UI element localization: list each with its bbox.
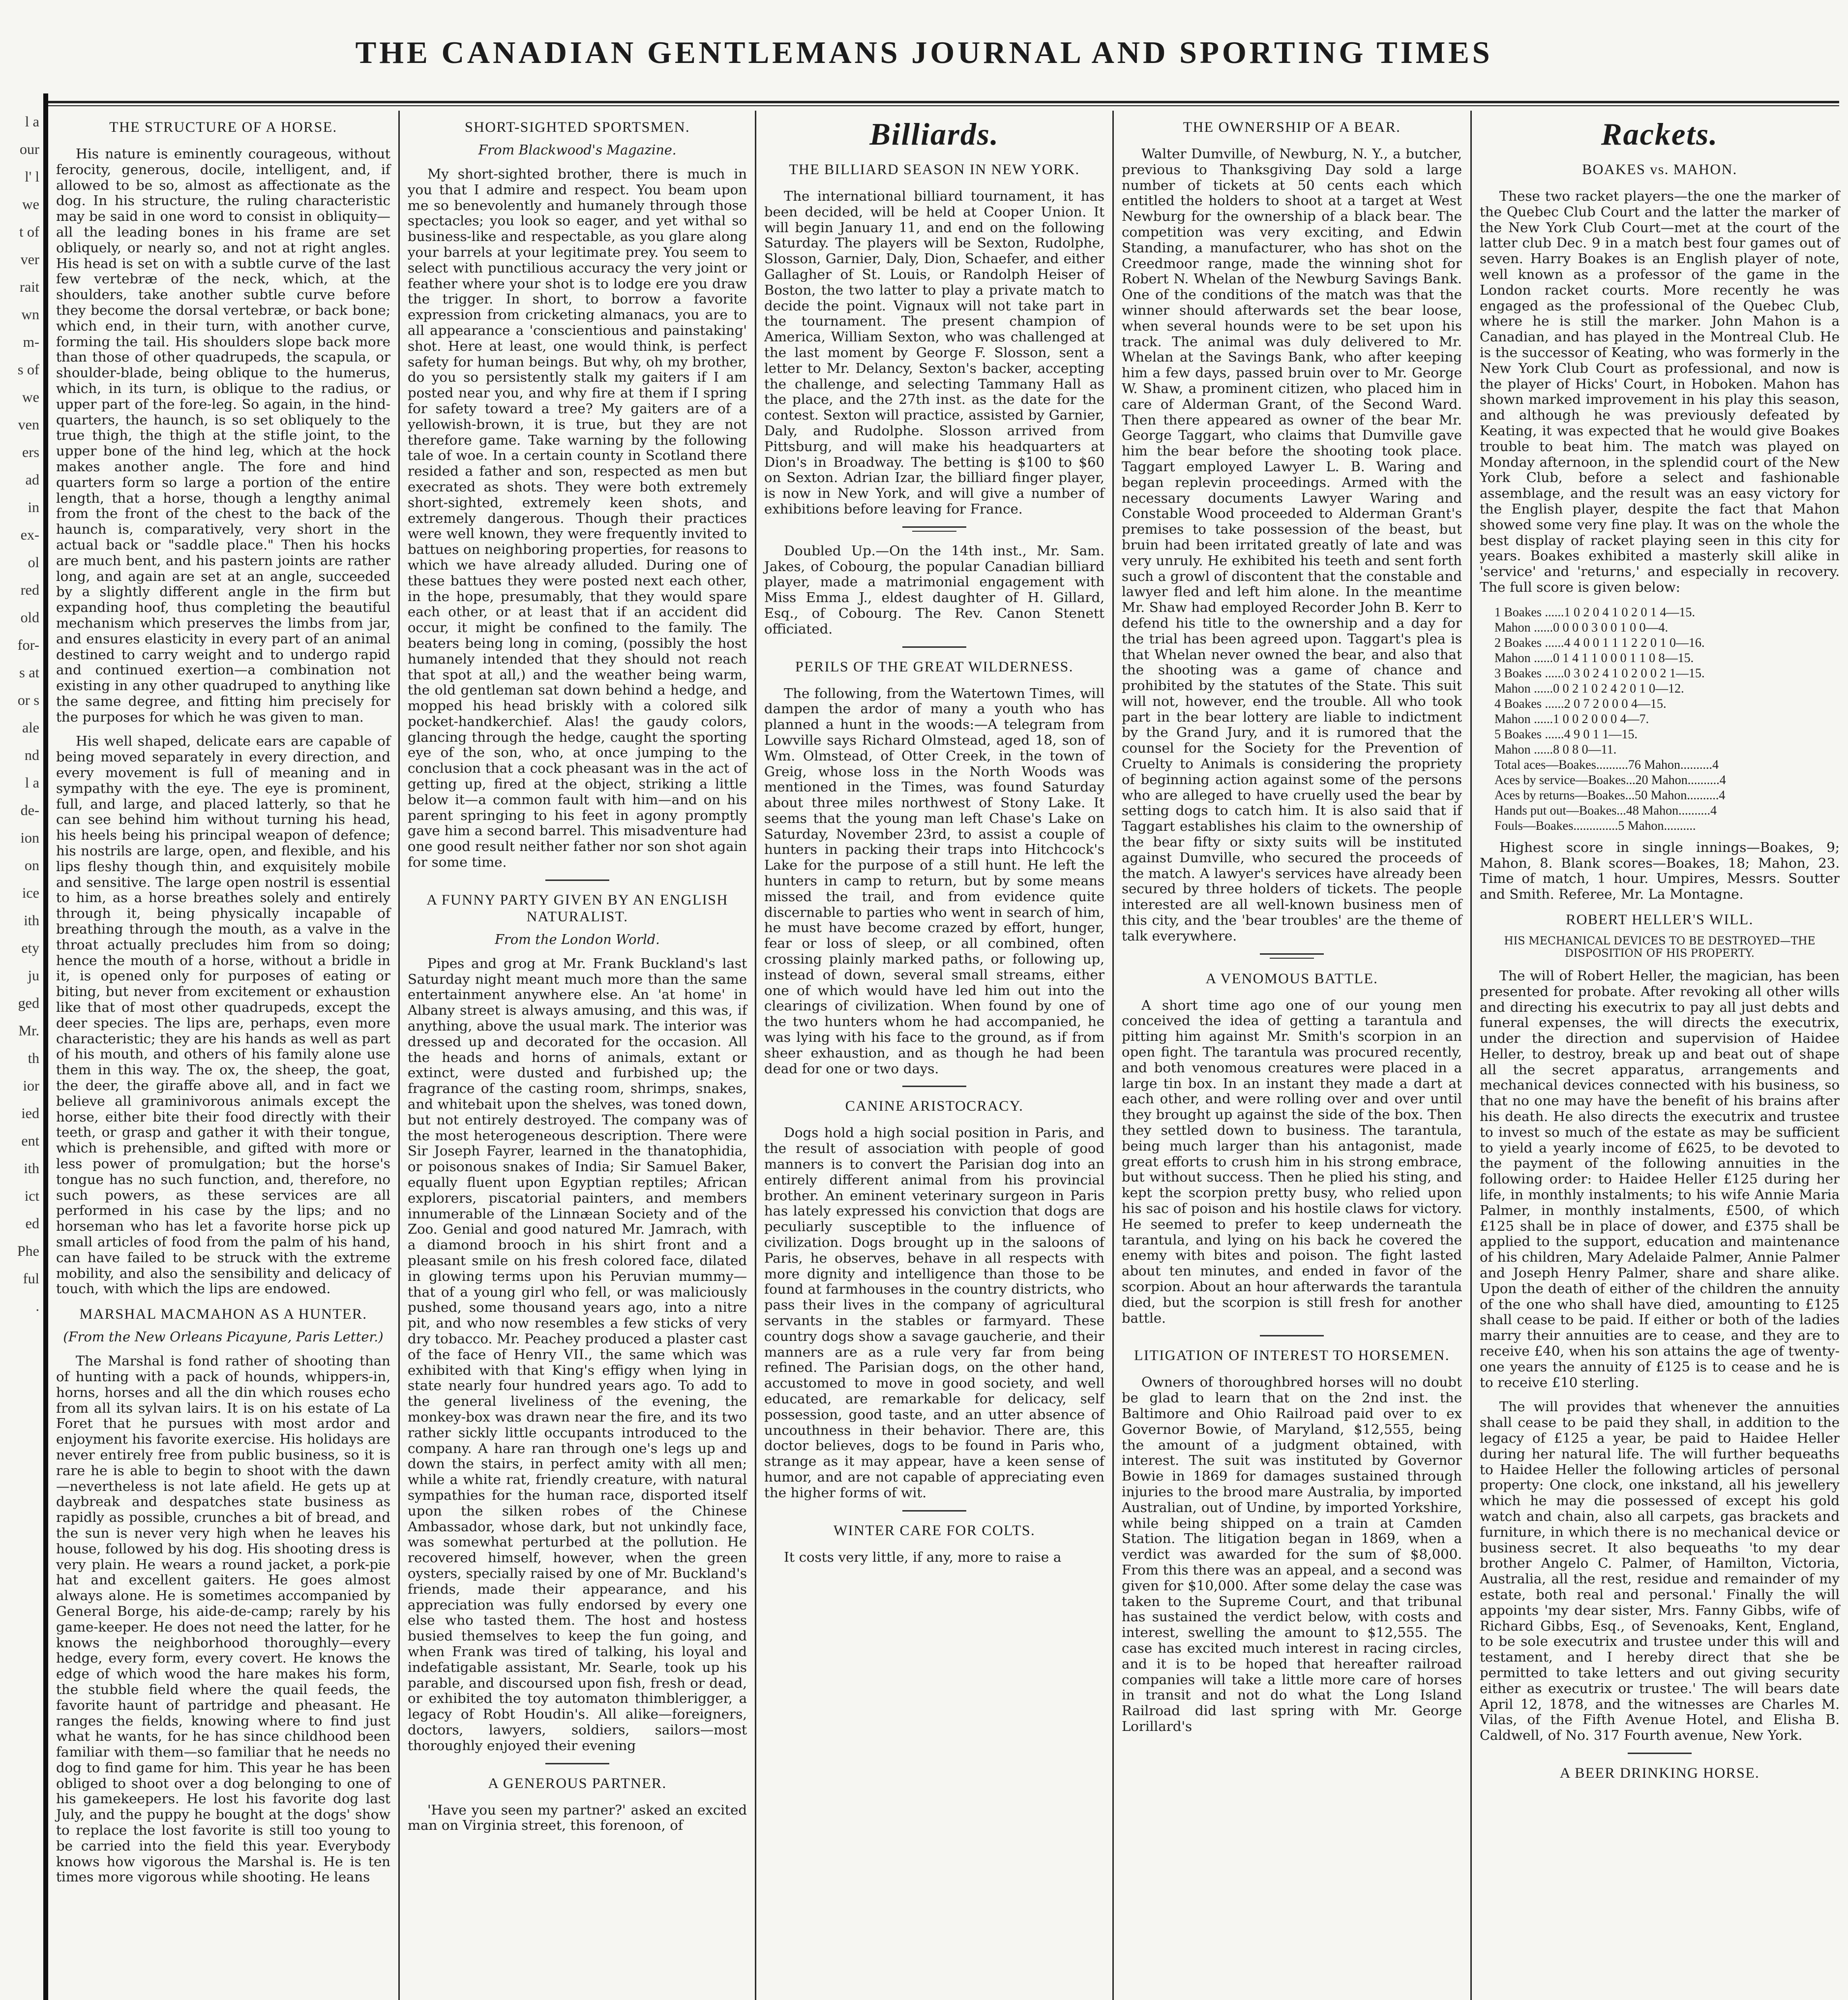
article-headline: WINTER CARE FOR COLTS. — [833, 1522, 1036, 1539]
article-headline: A FUNNY PARTY GIVEN BY AN ENGLISH NATURALIST. — [426, 891, 728, 925]
score-row: 2 Boakes ......4 4 0 0 1 1 1 2 2 0 1 0—16. — [1494, 635, 1705, 650]
margin-fragment: l a — [25, 114, 39, 130]
margin-fragment: ol — [28, 554, 39, 571]
margin-fragment: ict — [25, 1188, 39, 1204]
margin-fragment: t of — [19, 224, 39, 240]
margin-fragment: Phe — [17, 1243, 39, 1259]
score-row: Mahon ......0 1 4 1 1 0 0 0 1 1 0 8—15. — [1494, 650, 1694, 665]
article-headline: BOAKES vs. MAHON. — [1582, 161, 1737, 178]
margin-fragment: we — [22, 389, 39, 405]
column-4 — [1115, 113, 1469, 2000]
binding-edge — [43, 93, 48, 2000]
section-title: Billiards. — [869, 117, 999, 152]
article-headline: THE OWNERSHIP OF A BEAR. — [1183, 119, 1401, 135]
margin-fragment: ful — [23, 1271, 39, 1287]
margin-fragment: ale — [22, 720, 39, 736]
article-divider — [902, 1086, 966, 1087]
article-paragraph: Pipes and grog at Mr. Frank Buckland's last Saturday night meant much more than the same entertainment anywhere else. An 'at home' in Albany street is always amusing, and this was, if anything, above the usual mark. The interior was dressed up and decorated for the occasion. All the heads and horns of animals, extant or extinct, were dusted and furbished up; the fragrance of the casting room, shrimps, snakes, and whitebait upon the shelves, was toned down, but not entirely destroyed. The company was of the most heterogeneous description. There were Sir Joseph Fayrer, learned in the thanatophidia, or poisonous snakes of India; Sir Samuel Baker, equally fluent upon Egyptian reptiles; African explorers, piscatorial painters, and members innumerable of the Linnæan Society and of the Zoo. Genial and good natured Mr. Jamrach, with a diamond brooch in his shirt front and a pleasant smile on his fresh colored face, dilated in glowing terms upon his Peruvian mummy—that of a young girl who fell, or was maliciously pushed, some thousand years ago, into a nitre pit, and who now resembles a few sticks of very dry tobacco. Mr. Peachey produced a plaster cast of the face of Henry VII., the same which was exhibited with that King's effigy when lying in state nearly four hundred years ago. To add to the general liveliness of the evening, the monkey-box was drawn near the fire, and its two rather sickly little occupants introduced to the company. A hare ran through one's legs up and down the stairs, in perfect amity with all men; while a white rat, friendly creature, with natural sympathies for the human race, disported itself upon the silken robes of the Chinese Ambassador, whose dark, but not unkindly face, was somewhat perturbed at the pollution. He recovered himself, however, when the green oysters, specially raised by one of Mr. Buckland's friends, made their appearance, and his appreciation was fully endorsed by every one else who tasted them. The host and hostess busied themselves to keep the fun going, and when Frank was tired of talking, his loyal and indefatigable assistant, Mr. Searle, took up his parable, and discoursed upon fish, fresh or dead, or exhibited the toy automaton thimblerigger, a legacy of Robt Houdin's. All alike—foreigners, doctors, lawyers, soldiers, sailors—most thoroughly enjoyed their evening — [408, 955, 747, 1754]
score-row: Aces by service—Boakes...20 Mahon..........4 — [1494, 772, 1726, 787]
score-row: Hands put out—Boakes...48 Mahon..........4 — [1494, 803, 1717, 818]
margin-fragment: ith — [24, 1160, 39, 1177]
article-divider — [1270, 958, 1314, 959]
margin-fragment: ged — [18, 995, 39, 1011]
margin-fragment: ex- — [20, 527, 39, 543]
article-headline: CANINE ARISTOCRACY. — [845, 1098, 1024, 1115]
article-paragraph: These two racket players—the one the marker of the Quebec Club Court and the latter the marker of the New York Club Court—met at the court of the latter club Dec. 9 in a match best four games out of seven. Harry Boakes is an English player of note, well known as a professor of the game in the London racket courts. More recently he was engaged as the professional of the Quebec Club, where he is still the marker. John Mahon is a Canadian, and has played in the Montreal Club. He is the successor of Keating, who was formerly in the New York Club Court as professional, and now is the player of Hicks' Court, in Hoboken. Mahon has shown marked improvement in his play this season, and although he was previously defeated by Keating, it was expected that he would give Boakes trouble to beat him. The match was played on Monday afternoon, in the splendid court of the New York Club, before a select and fashionable assemblage, and the result was an easy victory for the English player, despite the fact that Mahon showed some very fine play. It was on the whole the best display of racket playing seen in this city for years. Boakes exhibited a masterly skill alike in 'service' and 'returns,' and especially in recovery. The full score is given below: — [1480, 188, 1840, 595]
margin-fragment: in — [28, 499, 39, 515]
score-row: Mahon ......1 0 0 2 0 0 0 4—7. — [1494, 711, 1649, 726]
masthead-rule — [47, 101, 1839, 103]
article-paragraph: His well shaped, delicate ears are capable of being moved separately in every direction, and every movement is full of meaning and in sympathy with the eye. The eye is prominent, full, and large, and placed latterly, so that he can see behind him without turning his head, his heels being his principal weapon of defence; his nostrils are large, open, and flexible, and his lips fleshy though thin, and exquisitely mobile and sensitive. The large open nostril is essential to him, as a horse breathes solely and entirely through it, being physically incapable of breathing through the mouth, as a valve in the throat actually precludes him from so doing; hence the mouth of a horse, without a bridle in it, is opened only for purposes of eating or biting, but never from excitement or exhaustion like that of most other quadrupeds, except the deer species. The lips are, perhaps, even more characteristic; they are his hands as well as part of his mouth, and others of his family alone use them in this way. The ox, the sheep, the goat, the deer, the giraffe above all, and in fact we believe all graminivorous animals except the horse, either bite their food directly with their teeth, or grasp and gather it with their tongue, which is prehensible, and gifted with more or less power of promulgation; but the horse's tongue has no such function, and, therefore, no such powers, as these services are all performed in his case by the lips; and no horseman who has let a favorite horse pick up small articles of food from the palm of his hand, can have failed to be struck with the extreme mobility, and also the sensibility and delicacy of touch, with which the lips are endowed. — [56, 733, 390, 1297]
article-headline: A BEER DRINKING HORSE. — [1559, 1764, 1760, 1781]
margin-fragment: red — [20, 582, 39, 598]
article-paragraph: The will provides that whenever the annuities shall cease to be paid they shall, in addition to the legacy of £125 a year, be paid to Haidee Heller during her natural life. The will further bequeaths to Haidee Heller the following articles of personal property: One clock, one inkstand, all his jewellery which he may die possessed of except his gold watch and chain, also all carpets, gas brackets and furniture, in which there is no mechanical device or business secret. It also bequeaths 'to my dear brother Angelo C. Palmer, of Hamilton, Victoria, Australia, all the rest, residue and remainder of my estate, both real and personal.' Finally the will appoints 'my dear sister, Mrs. Fanny Gibbs, wife of Richard Gibbs, Esq., of Sevenoaks, Kent, England, to be sole executrix and trustee under this will and testament, and I hereby direct that she be permitted to take letters and out giving security either as executrix or trustee.' The will bears date April 12, 1878, and the witnesses are Charles M. Vilas, of the Fifth Avenue Hotel, and Elisha B. Caldwell, of No. 317 Fourth avenue, New York. — [1480, 1399, 1840, 1744]
article-source: From the London World. — [495, 932, 660, 947]
article-headline: LITIGATION OF INTEREST TO HORSEMEN. — [1134, 1347, 1450, 1364]
article-paragraph: The following, from the Watertown Times, will dampen the ardor of many a youth who has planned a hunt in the woods:—A telegram from Lowville says Richard Olmstead, aged 18, son of Wm. Olmstead, of Otter Creek, in the town of Greig, whose loss in the North Woods was mentioned in the Times, was found Saturday about three miles northwest of Stony Lake. It seems that the young man left Chase's Lake on Saturday, November 23rd, to assist a couple of hunters in packing their traps into Hitchcock's Lake for the purpose of a still hunt. He left the hunters in camp to return, but by some means missed the trail, and from evidence quite discernable to parties who went in search of him, he must have become crazed by effort, hunger, fear or loss of sleep, or all combined, often crossing plainly marked paths, or following up, instead of down, several small streams, either one of which would have led him out into the clearings of civilization. When found by one of the two hunters whom he had accompanied, he was lying with his face to the ground, as if from sheer exhaustion, and as though he had been dead for one or two days. — [764, 685, 1104, 1077]
margin-fragment: ju — [28, 968, 39, 984]
margin-fragment: ver — [20, 251, 39, 268]
masthead: THE CANADIAN GENTLEMANS JOURNAL AND SPORTING TIMES — [355, 35, 1493, 70]
column-separator — [1112, 111, 1114, 2000]
margin-fragment: s at — [19, 665, 39, 681]
margin-fragment: ice — [22, 885, 39, 901]
left-margin-fragments — [0, 108, 39, 1320]
margin-fragment: th — [28, 1050, 39, 1066]
margin-fragment: ied — [21, 1105, 39, 1121]
column-1 — [49, 113, 397, 2000]
margin-fragment: on — [25, 857, 39, 874]
score-row: 5 Boakes ......4 9 0 1 1—15. — [1494, 727, 1638, 741]
article-divider — [1628, 1753, 1692, 1754]
article-paragraph: Doubled Up.—On the 14th inst., Mr. Sam. Jakes, of Cobourg, the popular Canadian billiard player, made a matrimonial engagement with Miss Emma J., eldest daughter of H. Gillard, Esq., of Cobourg. The Rev. Canon Stenett officiated. — [764, 543, 1104, 637]
margin-fragment: ent — [21, 1133, 39, 1149]
article-headline: THE BILLIARD SEASON IN NEW YORK. — [789, 161, 1080, 178]
margin-fragment: old — [20, 609, 39, 626]
score-row: Fouls—Boakes..............5 Mahon.......... — [1494, 818, 1696, 833]
margin-fragment: ers — [22, 444, 39, 460]
article-divider — [902, 646, 966, 648]
article-paragraph: A short time ago one of our young men conceived the idea of getting a tarantula and pitting him against Mr. Smith's scorpion in an open fight. The tarantula was procured recently, and both venomous creatures were placed in a large tin box. In an instant they made a dart at each other, and were rolling over and over until they brought up against the side of the box. Then they settled down to business. The tarantula, being much larger than his antagonist, made great efforts to crush him in his strong embrace, but without success. Then he plied his sting, and kept the scorpion pretty busy, who relied upon his sac of poison and his hostile claws for victory. He seemed to prefer to keep underneath the tarantula, and lying on his back he covered the enemy with bites and poison. The fight lasted about ten minutes, and ended in favor of the scorpion. About an hour afterwards the tarantula died, but the scorpion is still fresh for another battle. — [1122, 997, 1462, 1326]
margin-fragment: m- — [23, 334, 39, 350]
column-5 — [1473, 113, 1847, 2000]
margin-fragment: our — [20, 141, 39, 157]
article-headline: THE STRUCTURE OF A HORSE. — [109, 119, 337, 135]
margin-fragment: ion — [20, 830, 39, 846]
score-row: Mahon ......0 0 2 1 0 2 4 2 0 1 0—12. — [1494, 681, 1684, 696]
article-paragraph: It costs very little, if any, more to raise a — [784, 1549, 1062, 1565]
score-row: 3 Boakes ......0 3 0 2 4 1 0 2 0 0 2 1—15. — [1494, 666, 1705, 680]
score-row: Total aces—Boakes..........76 Mahon..........4 — [1494, 757, 1719, 772]
column-separator — [1470, 111, 1472, 2000]
margin-fragment: we — [22, 196, 39, 212]
article-headline: ROBERT HELLER'S WILL. — [1566, 911, 1754, 928]
margin-fragment: ed — [25, 1215, 39, 1232]
article-divider — [902, 1510, 966, 1512]
article-paragraph: 'Have you seen my partner?' asked an excited man on Virginia street, this forenoon, of — [408, 1802, 747, 1834]
score-row: 1 Boakes ......1 0 2 0 4 1 0 2 0 1 4—15. — [1494, 605, 1696, 619]
article-headline: MARSHAL MACMAHON AS A HUNTER. — [79, 1306, 367, 1323]
article-divider — [545, 879, 609, 881]
score-row: Aces by returns—Boakes...50 Mahon..........4 — [1494, 788, 1726, 802]
article-paragraph: The Marshal is fond rather of shooting than of hunting with a pack of hounds, whippers-in, horns, horses and all the din which rouses echo from all its sylvan lairs. It is on his estate of La Foret that he pursues with most ardor and enjoyment his favorite exercise. His holidays are never entirely free from public business, so it is rare he is able to begin to shoot with the dawn—nevertheless is not late afield. He gets up at daybreak and despatches state business as rapidly as possible, crunches a bit of bread, and the sun is never very high when he leaves his house, followed by his dog. His shooting dress is very plain. He wears a round jacket, a pork-pie hat and excellent gaiters. He goes almost always alone. He is sometimes accompanied by General Borge, his aide-de-camp; rarely by his game-keeper. He does not need the latter, for he knows the neighborhood thoroughly—every hedge, every form, every covert. He knows the edge of which wood the hare makes his form, the stubble field where the quail feeds, the favorite haunt of partridge and pheasant. He ranges the fields, knowing where to find just what he wants, for he has since childhood been familiar with them—so familiar that he needs no dog to find game for him. This year he has been obliged to shoot over a dog belonging to one of his gamekeepers. He lost his favorite dog last July, and the puppy he bought at the dogs' show to replace the lost favorite is still too young to be carried into the field this year. Everybody knows how vigorous the Marshal is. He is ten times more vigorous while shooting. He leans — [56, 1353, 390, 1885]
score-row: 4 Boakes ......2 0 7 2 0 0 0 4—15. — [1494, 696, 1667, 711]
margin-fragment: s of — [17, 362, 39, 378]
margin-fragment: ety — [21, 940, 39, 956]
article-paragraph: The will of Robert Heller, the magician, has been presented for probate. After revoking all other wills and directing his executrix to pay all just debts and funeral expenses, the will directs the executrix, under the direction and supervision of Haidee Heller, to destroy, break up and beat out of shape all the secret apparatus, arrangements and mechanical devices connected with his business, so that no one may have the benefit of his brains after his death. He also directs the executrix and trustee to invest so much of the estate as may be sufficient to yield a yearly income of £625, to be devoted to the payment of the following annuities in the following order: to Haidee Heller £125 during her life, in monthly instalments; to his wife Annie Maria Palmer, in monthly instalments, £500, of which £125 shall be in place of dower, and £375 shall be applied to the support, education and maintenance of his children, Mary Adelaide Palmer, Annie Palmer and Joseph Henry Palmer, share and share alike. Upon the death of either of the children the annuity of the one who shall have died, amounting to £125 shall cease to be paid. If either or both of the ladies marry their annuities are to cease, and they are to receive £40, when his son attains the age of twenty-one years the annuity of £125 is to cease and he is to receive £10 sterling. — [1480, 968, 1840, 1391]
article-divider — [912, 531, 956, 532]
article-subheadline: HIS MECHANICAL DEVICES TO BE DESTROYED—THE DISPOSITION OF HIS PROPERTY. — [1504, 935, 1816, 960]
article-source: (From the New Orleans Picayune, Paris Letter.) — [63, 1330, 384, 1345]
margin-fragment: ad — [25, 472, 39, 488]
article-headline: A VENOMOUS BATTLE. — [1205, 970, 1378, 987]
article-headline: A GENEROUS PARTNER. — [488, 1775, 667, 1791]
margin-fragment: for- — [17, 637, 39, 653]
article-headline: SHORT-SIGHTED SPORTSMEN. — [464, 119, 690, 135]
score-table — [1494, 605, 1840, 833]
article-paragraph: Dogs hold a high social position in Paris, and the result of association with people of good manners is to convert the Parisian dog into an entirely different animal from his provincial brother. An eminent veterinary surgeon in Paris has lately expressed his conviction that dogs are peculiarly susceptible to the influence of civilization. Dogs brought up in the saloons of Paris, he observes, behave in all respects with more dignity and intelligence than those to be found at farmhouses in the country districts, who pass their lives in the company of agricultural servants in the stables or farmyard. These country dogs show a savage gaucherie, and their manners are as a rule very far from being refined. The Parisian dogs, on the other hand, accustomed to move in good society, and well educated, are remarkable for delicacy, self possession, good taste, and an utter absence of uncouthness in their behavior. There are, this doctor believes, dogs to be found in Paris who, strange as it may appear, have a keen sense of humor, and are not capable of appreciating even the higher forms of wit. — [764, 1125, 1104, 1501]
article-paragraph: His nature is eminently courageous, without ferocity, generous, docile, intelligent, and, if allowed to be so, almost as affectionate as the dog. In his structure, the ruling characteristic may be said in one word to consist in obliquity—all the leading bones in his frame are set obliquely, or nearly so, and not at right angles. His head is set on with a subtle curve of the last few vertebræ of the neck, which, at the shoulders, take another subtle curve before they become the dorsal vertebræ, or back bone; which end, in their turn, with another curve, forming the tail. His shoulders slope back more than those of other quadrupeds, the scapula, or shoulder-blade, being oblique to the humerus, which, in its turn, is oblique to the radius, or upper part of the fore-leg. So again, in the hind-quarters, the haunch, is so set obliquely to the true thigh, the thigh at the stifle joint, to the upper bone of the hind leg, which at the hock makes another angle. The fore and hind quarters form so large a portion of the entire length, that a horse, though a lengthy animal from the front of the chest to the back of the haunch is, comparatively, very short in the actual back or "saddle place." Then his hocks are much bent, and his pastern joints are rather long, and again are set at an angle, succeeded by a slightly different angle in the firm but expanding hoof, thus completing the beautiful mechanism which preserves the limbs from jar, and ensures elasticity in every part of an animal destined to carry weight and to undergo rapid and continued exertion—a combination not existing in any other quadruped to anything like the same degree, and fitting him precisely for the purposes for which he was given to man. — [56, 146, 390, 725]
column-2 — [401, 113, 754, 2000]
margin-fragment: . — [35, 1298, 39, 1314]
margin-fragment: l a — [25, 775, 39, 791]
score-row: Mahon ......8 0 8 0—11. — [1494, 742, 1617, 757]
article-divider — [545, 1763, 609, 1764]
article-source: From Blackwood's Magazine. — [478, 143, 677, 158]
margin-fragment: l' l — [25, 169, 39, 185]
article-divider — [1260, 1335, 1324, 1336]
margin-fragment: ior — [23, 1078, 39, 1094]
margin-fragment: de- — [20, 802, 39, 818]
section-title: Rackets. — [1601, 117, 1719, 152]
article-paragraph: My short-sighted brother, there is much in you that I admire and respect. You beam upon me so benevolently and humanely through those spectacles; you look so eager, and yet withal so business-like and respectable, as you glare along your barrels at your legitimate prey. You seem to select with punctilious accuracy the very joint or feather where your shot is to lodge ere you draw the trigger. In short, to borrow a favorite expression from cricketing almanacs, you are to all appearance a 'conscientious and painstaking' shot. Here at least, one would think, is perfect safety for human beings. But why, oh my brother, do you so persistently stalk my gaiters if I am posted near you, and why fire at them if I spring for safety toward a tree? My gaiters are of a yellowish-brown, it is true, but they are not therefore game. Take warning by the following tale of woe. In a certain county in Scotland there resided a father and son, respected as men but execrated as shots. They were both extremely short-sighted, extremely keen shots, and extremely dangerous. Though their practices were well known, they were frequently invited to battues on neighboring properties, for reasons to which we have already alluded. During one of these battues they were posted next each other, in the hope, presumably, that they would spare each other, or at least that if an accident did occur, it might be confined to the family. The beaters being long in coming, (possibly the host humanely intended that they should not reach that spot at all,) and the weather being warm, the old gentleman sat down behind a hedge, and mopped his head briskly with a colored silk pocket-handkerchief. Alas! the gaudy colors, glancing through the hedge, caught the sporting eye of the son, who, at once jumping to the conclusion that a cock pheasant was in the act of getting up, fired at the object, striking a little below it—a common fault with him—and on his parent springing to his feet in agony promptly gave him a second barrel. This misadventure had one good result neither father nor son shot again for some time. — [408, 166, 747, 871]
article-divider — [902, 526, 966, 528]
margin-fragment: ven — [18, 417, 39, 433]
margin-fragment: or s — [17, 692, 39, 708]
margin-fragment: wn — [21, 306, 39, 323]
column-separator — [755, 111, 756, 2000]
article-headline: PERILS OF THE GREAT WILDERNESS. — [795, 658, 1073, 675]
column-3 — [757, 113, 1111, 2000]
margin-fragment: rait — [20, 279, 39, 295]
article-paragraph: Walter Dumville, of Newburg, N. Y., a butcher, previous to Thanksgiving Day sold a large number of tickets at 50 cents each which entitled the holders to shoot at a target at West Newburg for the ownership of a black bear. The competition was very exciting, and Edwin Standing, a manufacturer, who has shot on the Creedmoor range, made the winning shot for Robert N. Whelan of the Newburg Savings Bank. One of the conditions of the match was that the winner should afterwards set the bear loose, when several hounds were to be set upon his track. The animal was duly delivered to Mr. Whelan at the Savings Bank, who after keeping him a few days, passed bruin over to Mr. George W. Shaw, a prominent citizen, who placed him in care of Alderman Grant, of the Second Ward. Then there appeared as owner of the bear Mr. George Taggart, who claims that Dumville gave him the bear before the shooting took place. Taggart employed Lawyer L. B. Waring and began replevin proceedings. Armed with the necessary documents Lawyer Waring and Constable Wood proceeded to Alderman Grant's premises to take possession of the beast, but bruin had been irritated greatly of late and was very unruly. He exhibited his teeth and sent forth such a growl of discontent that the constable and lawyer fled and left him alone. In the meantime Mr. Shaw had employed Recorder John B. Kerr to defend his title to the ownership and a day for the trial has been agreed upon. Taggart's plea is that Whelan never owned the bear, and also that the shooting was a game of chance and prohibited by the statutes of the State. This suit will not, however, end the trouble. All who took part in the bear lottery are liable to indictment by the Grand Jury, and it is rumored that the counsel for the Society for the Prevention of Cruelty to Animals is considering the propriety of beginning action against some of the persons who are alleged to have cruelly used the bear by setting dogs to catch him. It is also said that if Taggart establishes his claim to the ownership of the bear fifty or sixty suits will be instituted against Dumville, who secured the proceeds of the match. A lawyer's services have already been secured by three holders of tickets. The people interested are all well-known business men of this city, and the 'bear troubles' are the theme of talk everywhere. — [1122, 146, 1462, 944]
score-row: Mahon ......0 0 0 0 3 0 0 1 0 0—4. — [1494, 620, 1669, 635]
article-paragraph: Highest score in single innings—Boakes, 9; Mahon, 8. Blank scores—Boakes, 18; Mahon, 23. Time of match, 1 hour. Umpires, Messrs. Soutter and Smith. Referee, Mr. La Montagne. — [1480, 839, 1840, 903]
article-divider — [1260, 953, 1324, 955]
margin-fragment: nd — [25, 747, 39, 763]
margin-fragment: ith — [24, 912, 39, 929]
column-separator — [398, 111, 400, 2000]
masthead-rule-thin — [47, 105, 1839, 106]
article-paragraph: Owners of thoroughbred horses will no doubt be glad to learn that on the 2nd inst. the Baltimore and Ohio Railroad paid over to ex Governor Bowie, of Maryland, $12,555, being the amount of a judgment obtained, with interest. The suit was instituted by Governor Bowie in 1869 for damages sustained through injuries to the brood mare Australia, by imported Australian, out of Undine, by imported Yorkshire, while being shipped on a train at Camden Station. The litigation began in 1869, when a verdict was awarded for the sum of $8,000. From this there was an appeal, and a second was given for $10,000. After some delay the case was taken to the Supreme Court, and that tribunal has sustained the verdict below, with costs and interest, swelling the amount to $12,555. The case has excited much interest in racing circles, and it is to be hoped that hereafter railroad companies will take a little more care of horses in transit and not do what the Long Island Railroad did last spring with Mr. George Lorillard's — [1122, 1374, 1462, 1734]
margin-fragment: Mr. — [18, 1023, 39, 1039]
article-paragraph: The international billiard tournament, it has been decided, will be held at Cooper Union. It will begin January 11, and end on the following Saturday. The players will be Sexton, Rudolphe, Slosson, Garnier, Daly, Dion, Schaefer, and either Gallagher of St. Louis, or Randolph Heiser of Boston, the two latter to play a private match to decide the point. Vignaux will not take part in the tournament. The present champion of America, William Sexton, who was challenged at the last moment by George F. Slosson, sent a letter to Mr. Delancy, Sexton's backer, accepting the challenge, and selecting Tammany Hall as the place, and the 27th inst. as the date for the contest. Sexton will practice, assisted by Garnier, Daly, and Rudolphe. Slosson arrived from Pittsburg, and will make his headquarters at Dion's in Broadway. The betting is $100 to $60 on Sexton. Adrian Izar, the billiard finger player, is now in New York, and will give a number of exhibitions before leaving for France. — [764, 188, 1104, 517]
